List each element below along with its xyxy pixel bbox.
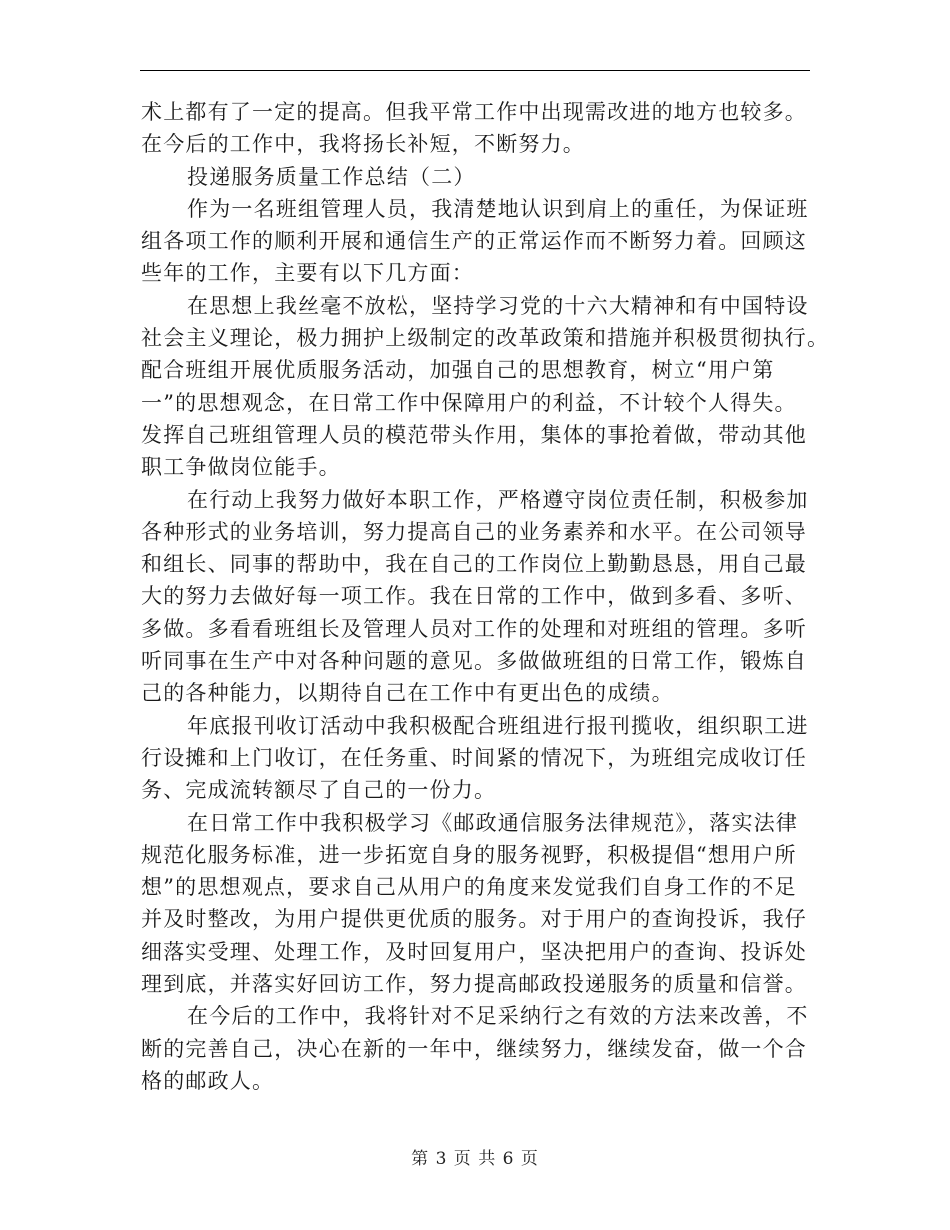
- text-line: 在行动上我努力做好本职工作，严格遵守岗位责任制，积极参加: [187, 487, 809, 512]
- text-line: 规范化服务标准，进一步拓宽自身的服务视野，积极提倡“想用户所: [141, 842, 797, 867]
- text-line: 配合班组开展优质服务活动，加强自己的思想教育，树立“用户第: [141, 358, 775, 383]
- text-line: 在思想上我丝毫不放松，坚持学习党的十六大精神和有中国特设: [187, 293, 809, 318]
- text-line: 组各项工作的顺利开展和通信生产的正常运作而不断努力着。回顾这: [141, 229, 807, 254]
- text-line: 各种形式的业务培训，努力提高自己的业务素养和水平。在公司领导: [141, 519, 807, 544]
- text-line: 些年的工作，主要有以下几方面：: [141, 261, 474, 286]
- text-line: 断的完善自己，决心在新的一年中，继续努力，继续发奋，做一个合: [141, 1036, 807, 1061]
- text-line: 一”的思想观念，在日常工作中保障用户的利益，不计较个人得失。: [141, 390, 797, 415]
- text-line: 听同事在生产中对各种问题的意见。多做做班组的日常工作，锻炼自: [141, 649, 807, 674]
- page-number: 第 3 页 共 6 页: [411, 1149, 539, 1169]
- section-heading: 投递服务质量工作总结（二）: [187, 164, 476, 189]
- text-line: 发挥自己班组管理人员的模范带头作用，集体的事抢着做，带动其他: [141, 422, 807, 447]
- text-line: 细落实受理、处理工作，及时回复用户，坚决把用户的查询、投诉处: [141, 939, 807, 964]
- text-line: 多做。多看看班组长及管理人员对工作的处理和对班组的管理。多听: [141, 616, 807, 641]
- document-body: [141, 96, 830, 1097]
- text-line: 社会主义理论，极力拥护上级制定的改革政策和措施并积极贯彻执行。: [141, 326, 830, 351]
- text-line: 务、完成流转额尽了自己的一份力。: [141, 778, 497, 803]
- text-line: 在日常工作中我积极学习《邮政通信服务法律规范》，落实法律: [187, 810, 799, 835]
- text-line: 大的努力去做好每一项工作。我在日常的工作中，做到多看、多听、: [141, 584, 807, 609]
- header-rule: [140, 70, 810, 71]
- text-line: 和组长、同事的帮助中，我在自己的工作岗位上勤勤恳恳，用自己最: [141, 552, 807, 577]
- text-line: 在今后的工作中，我将扬长补短，不断努力。: [141, 132, 585, 157]
- text-line: 作为一名班组管理人员，我清楚地认识到肩上的重任，为保证班: [187, 196, 809, 221]
- text-line: 术上都有了一定的提高。但我平常工作中出现需改进的地方也较多。: [141, 100, 807, 124]
- text-line: 并及时整改，为用户提供更优质的服务。对于用户的查询投诉，我仔: [141, 907, 807, 932]
- text-line: 己的各种能力，以期待自己在工作中有更出色的成绩。: [141, 681, 674, 706]
- text-line: 年底报刊收订活动中我积极配合班组进行报刊揽收，组织职工进: [187, 713, 809, 738]
- text-line: 格的邮政人。: [141, 1068, 275, 1093]
- text-line: 职工争做岗位能手。: [141, 455, 341, 480]
- text-line: 在今后的工作中，我将针对不足采纳行之有效的方法来改善，不: [187, 1004, 809, 1029]
- text-line: 行设摊和上门收订，在任务重、时间紧的情况下，为班组完成收订任: [141, 745, 807, 770]
- text-line: 想”的思想观点，要求自己从用户的角度来发觉我们自身工作的不足: [141, 875, 797, 900]
- text-line: 理到底，并落实好回访工作，努力提高邮政投递服务的质量和信誉。: [141, 972, 807, 997]
